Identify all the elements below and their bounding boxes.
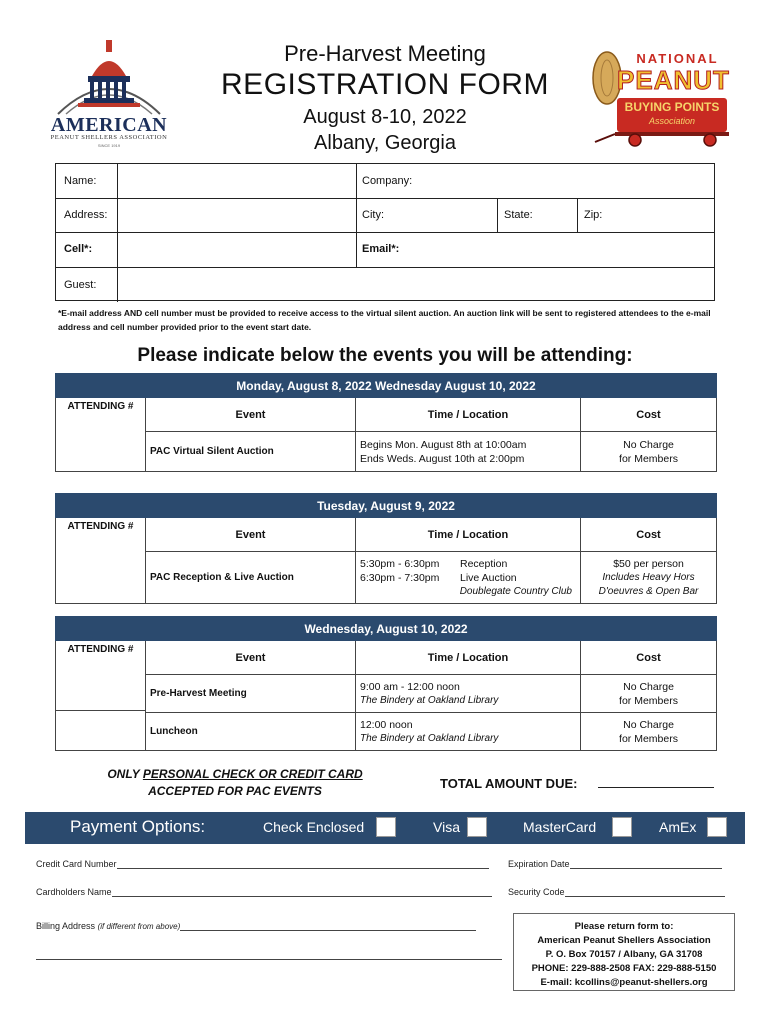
cost-header: Cost	[581, 641, 717, 675]
day1-title: Monday, August 8, 2022 Wednesday August 10, 2022	[56, 374, 717, 398]
cell-field[interactable]	[120, 240, 352, 260]
apsa-logo-name: AMERICAN	[50, 114, 168, 136]
day2-table	[55, 493, 717, 604]
event-header: Event	[146, 641, 356, 675]
attending-header: ATTENDING #	[56, 518, 146, 604]
npbpa-buying-points: BUYING POINTS	[624, 100, 720, 114]
guest-label: Guest:	[64, 279, 97, 291]
event-cost: $50 per person Includes Heavy Hors D'oeuvres & Open Bar	[581, 552, 717, 604]
attending-count-meeting[interactable]	[57, 676, 143, 710]
attending-header: ATTENDING #	[56, 398, 146, 472]
event-time: Begins Mon. August 8th at 10:00am Ends Weds. August 10th at 2:00pm	[356, 432, 581, 472]
email-cell-note: *E-mail address AND cell number must be provided to receive access to the virtual silent auction. An auction link will be sent to registered attendees to the e-mail address and cell number provided prior to the event start date.	[58, 308, 711, 332]
day2-title: Tuesday, August 9, 2022	[56, 494, 717, 518]
event-cost: No Charge for Members	[581, 713, 717, 751]
event-time: 9:00 am - 12:00 noon The Bindery at Oakland Library	[356, 675, 581, 713]
name-field[interactable]	[120, 172, 352, 192]
city-label: City:	[362, 209, 384, 221]
billing-address-field[interactable]: Billing Address (if different from above)	[36, 921, 476, 931]
zip-field[interactable]	[606, 206, 710, 226]
amex-label: AmEx	[659, 819, 697, 835]
attending-count-silent-auction[interactable]	[57, 433, 143, 471]
guest-field[interactable]	[120, 274, 710, 296]
time-location-header: Time / Location	[356, 641, 581, 675]
return-heading: Please return form to:	[574, 921, 674, 932]
npbpa-peanut: PEANUT	[617, 65, 730, 95]
state-field[interactable]	[536, 206, 574, 226]
address-field[interactable]	[120, 206, 352, 226]
card-number-field[interactable]: Credit Card Number	[36, 859, 489, 869]
npbpa-national: NATIONAL	[636, 51, 719, 66]
day3-title: Wednesday, August 10, 2022	[56, 617, 717, 641]
title-block	[200, 40, 570, 156]
npbpa-logo	[585, 48, 730, 148]
cost-header: Cost	[581, 398, 717, 432]
total-amount-field[interactable]	[598, 787, 714, 788]
npbpa-association: Association	[648, 116, 696, 126]
mastercard-checkbox[interactable]	[612, 817, 632, 837]
visa-label: Visa	[433, 819, 460, 835]
apsa-logo-sub: PEANUT SHELLERS ASSOCIATION	[50, 134, 168, 141]
payment-options-bar	[25, 812, 745, 844]
return-email: E-mail: kcollins@peanut-shellers.org	[540, 977, 708, 988]
return-address-box	[513, 913, 735, 991]
return-po-box: P. O. Box 70157 / Albany, GA 31708	[545, 949, 703, 960]
cardholder-field[interactable]: Cardholders Name	[36, 887, 492, 897]
events-heading: Please indicate below the events you will be attending:	[137, 345, 633, 366]
registration-grid	[55, 163, 715, 301]
cell-label: Cell*:	[64, 243, 93, 255]
event-header: Event	[146, 518, 356, 552]
state-label: State:	[504, 209, 533, 221]
security-code-field[interactable]: Security Code	[508, 887, 725, 897]
address-label: Address:	[64, 209, 108, 221]
zip-label: Zip:	[584, 209, 603, 221]
event-name: PAC Reception & Live Auction	[146, 552, 356, 604]
event-time: 5:30pm - 6:30pm Reception 6:30pm - 7:30pm Live Auction Doublegate Country Club	[356, 552, 581, 604]
attending-count-luncheon[interactable]	[57, 713, 143, 748]
amex-checkbox[interactable]	[707, 817, 727, 837]
event-name: PAC Virtual Silent Auction	[146, 432, 356, 472]
name-label: Name:	[64, 175, 97, 187]
cost-header: Cost	[581, 518, 717, 552]
email-field[interactable]	[408, 240, 710, 260]
day3-table	[55, 616, 717, 751]
expiration-field[interactable]: Expiration Date	[508, 859, 722, 869]
title-meeting: Pre-Harvest Meeting	[284, 41, 486, 66]
time-location-header: Time / Location	[356, 518, 581, 552]
total-amount-label: TOTAL AMOUNT DUE:	[440, 776, 578, 791]
title-registration-form: REGISTRATION FORM	[221, 68, 549, 101]
company-label: Company:	[362, 175, 413, 187]
event-time: 12:00 noon The Bindery at Oakland Library	[356, 713, 581, 751]
attending-header: ATTENDING #	[56, 641, 146, 751]
event-name: Luncheon	[146, 713, 356, 751]
title-location: Albany, Georgia	[314, 132, 456, 154]
attending-count-reception[interactable]	[57, 553, 143, 603]
mastercard-label: MasterCard	[523, 819, 597, 835]
event-name: Pre-Harvest Meeting	[146, 675, 356, 713]
capitol-dome-icon	[48, 36, 170, 116]
check-enclosed-checkbox[interactable]	[376, 817, 396, 837]
payment-options-title: Payment Options:	[70, 817, 206, 836]
apsa-logo-est: SINCE 1919	[97, 143, 121, 148]
email-label: Email*:	[362, 243, 400, 255]
company-field[interactable]	[416, 172, 710, 192]
event-header: Event	[146, 398, 356, 432]
event-cost: No Charge for Members	[581, 432, 717, 472]
billing-address-line2[interactable]	[36, 950, 502, 960]
return-phone-fax: PHONE: 229-888-2508 FAX: 229-888-5150	[531, 963, 717, 974]
check-enclosed-label: Check Enclosed	[263, 819, 365, 835]
event-cost: No Charge for Members	[581, 675, 717, 713]
visa-checkbox[interactable]	[467, 817, 487, 837]
title-dates: August 8-10, 2022	[303, 106, 467, 128]
city-field[interactable]	[388, 206, 493, 226]
return-org: American Peanut Shellers Association	[537, 935, 711, 946]
payment-note: ONLY PERSONAL CHECK OR CREDIT CARD ACCEPTED FOR PAC EVENTS	[107, 767, 363, 798]
time-location-header: Time / Location	[356, 398, 581, 432]
day1-table	[55, 373, 717, 472]
apsa-logo	[48, 36, 170, 148]
